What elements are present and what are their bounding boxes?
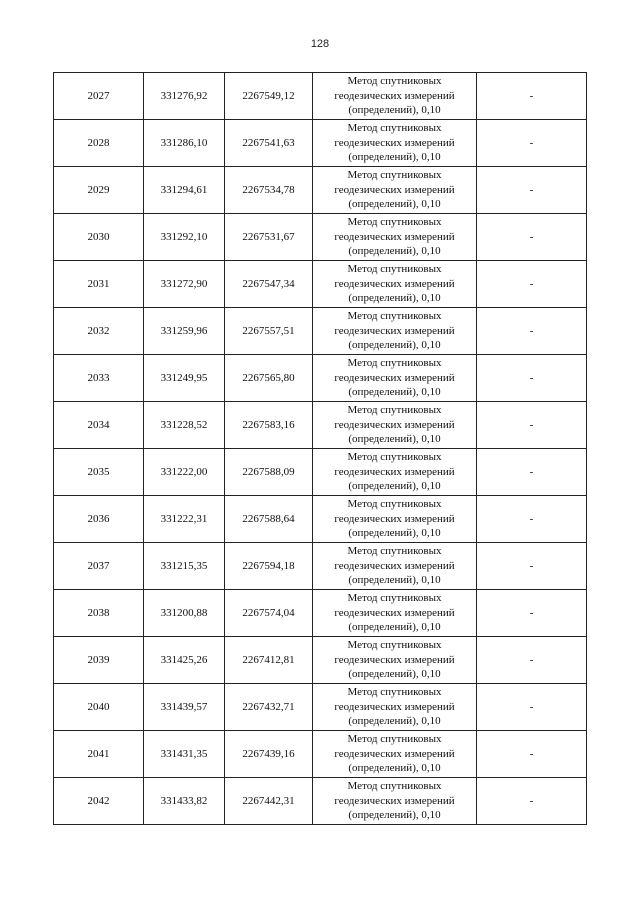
method-line: геодезических измерений <box>334 700 455 713</box>
note-cell: - <box>477 214 587 261</box>
method-line: (определений), 0,10 <box>348 480 441 493</box>
method-cell <box>313 355 477 402</box>
method-line: Метод спутниковых <box>347 592 442 605</box>
method-line: (определений), 0,10 <box>348 668 441 681</box>
x-coordinate-cell: 331425,26 <box>144 637 225 684</box>
point-number-cell: 2030 <box>54 214 144 261</box>
x-coordinate-cell: 331272,90 <box>144 261 225 308</box>
method-line: геодезических измерений <box>334 277 455 290</box>
x-coordinate-cell: 331259,96 <box>144 308 225 355</box>
method-line: Метод спутниковых <box>347 357 442 370</box>
method-line: геодезических измерений <box>334 747 455 760</box>
table-row <box>54 637 587 684</box>
table-body <box>54 73 587 825</box>
y-coordinate-cell: 2267574,04 <box>225 590 313 637</box>
y-coordinate-cell: 2267541,63 <box>225 120 313 167</box>
table-row <box>54 402 587 449</box>
method-line: геодезических измерений <box>334 606 455 619</box>
y-coordinate-cell: 2267432,71 <box>225 684 313 731</box>
note-cell: - <box>477 308 587 355</box>
table-row <box>54 214 587 261</box>
table-row <box>54 261 587 308</box>
method-cell <box>313 120 477 167</box>
method-cell <box>313 449 477 496</box>
method-cell <box>313 214 477 261</box>
note-cell: - <box>477 684 587 731</box>
note-cell: - <box>477 261 587 308</box>
method-line: Метод спутниковых <box>347 122 442 135</box>
method-line: Метод спутниковых <box>347 686 442 699</box>
note-cell: - <box>477 402 587 449</box>
method-cell <box>313 308 477 355</box>
x-coordinate-cell: 331215,35 <box>144 543 225 590</box>
method-cell <box>313 778 477 825</box>
method-cell <box>313 496 477 543</box>
y-coordinate-cell: 2267531,67 <box>225 214 313 261</box>
method-line: Метод спутниковых <box>347 451 442 464</box>
page-number: 128 <box>310 38 330 50</box>
x-coordinate-cell: 331292,10 <box>144 214 225 261</box>
table-row <box>54 167 587 214</box>
note-cell: - <box>477 355 587 402</box>
method-line: геодезических измерений <box>334 559 455 572</box>
method-line: (определений), 0,10 <box>348 292 441 305</box>
table-row <box>54 543 587 590</box>
y-coordinate-cell: 2267547,34 <box>225 261 313 308</box>
table-row <box>54 308 587 355</box>
point-number-cell: 2040 <box>54 684 144 731</box>
method-line: геодезических измерений <box>334 230 455 243</box>
y-coordinate-cell: 2267594,18 <box>225 543 313 590</box>
method-line: (определений), 0,10 <box>348 621 441 634</box>
method-line: (определений), 0,10 <box>348 151 441 164</box>
point-number-cell: 2041 <box>54 731 144 778</box>
point-number-cell: 2027 <box>54 73 144 120</box>
method-line: (определений), 0,10 <box>348 433 441 446</box>
method-cell <box>313 590 477 637</box>
y-coordinate-cell: 2267549,12 <box>225 73 313 120</box>
method-line: Метод спутниковых <box>347 263 442 276</box>
method-line: (определений), 0,10 <box>348 386 441 399</box>
method-line: Метод спутниковых <box>347 404 442 417</box>
point-number-cell: 2038 <box>54 590 144 637</box>
point-number-cell: 2029 <box>54 167 144 214</box>
method-line: геодезических измерений <box>334 136 455 149</box>
table-row <box>54 496 587 543</box>
note-cell: - <box>477 167 587 214</box>
method-line: геодезических измерений <box>334 371 455 384</box>
note-cell: - <box>477 120 587 167</box>
table-row <box>54 73 587 120</box>
x-coordinate-cell: 331294,61 <box>144 167 225 214</box>
y-coordinate-cell: 2267442,31 <box>225 778 313 825</box>
method-cell <box>313 261 477 308</box>
method-line: (определений), 0,10 <box>348 762 441 775</box>
table-row <box>54 449 587 496</box>
note-cell: - <box>477 496 587 543</box>
method-line: (определений), 0,10 <box>348 574 441 587</box>
table-row <box>54 684 587 731</box>
method-line: Метод спутниковых <box>347 310 442 323</box>
method-line: Метод спутниковых <box>347 639 442 652</box>
method-cell <box>313 73 477 120</box>
method-cell <box>313 684 477 731</box>
x-coordinate-cell: 331200,88 <box>144 590 225 637</box>
method-line: (определений), 0,10 <box>348 339 441 352</box>
y-coordinate-cell: 2267588,09 <box>225 449 313 496</box>
method-line: Метод спутниковых <box>347 498 442 511</box>
method-line: Метод спутниковых <box>347 216 442 229</box>
note-cell: - <box>477 731 587 778</box>
x-coordinate-cell: 331276,92 <box>144 73 225 120</box>
method-line: Метод спутниковых <box>347 169 442 182</box>
x-coordinate-cell: 331286,10 <box>144 120 225 167</box>
method-line: Метод спутниковых <box>347 545 442 558</box>
x-coordinate-cell: 331222,00 <box>144 449 225 496</box>
point-number-cell: 2036 <box>54 496 144 543</box>
method-line: Метод спутниковых <box>347 733 442 746</box>
point-number-cell: 2035 <box>54 449 144 496</box>
table-row <box>54 590 587 637</box>
y-coordinate-cell: 2267565,80 <box>225 355 313 402</box>
point-number-cell: 2037 <box>54 543 144 590</box>
method-line: (определений), 0,10 <box>348 527 441 540</box>
x-coordinate-cell: 331439,57 <box>144 684 225 731</box>
point-number-cell: 2032 <box>54 308 144 355</box>
y-coordinate-cell: 2267534,78 <box>225 167 313 214</box>
method-line: геодезических измерений <box>334 324 455 337</box>
point-number-cell: 2042 <box>54 778 144 825</box>
method-line: (определений), 0,10 <box>348 809 441 822</box>
x-coordinate-cell: 331228,52 <box>144 402 225 449</box>
method-line: (определений), 0,10 <box>348 104 441 117</box>
note-cell: - <box>477 73 587 120</box>
method-line: (определений), 0,10 <box>348 198 441 211</box>
table-row <box>54 355 587 402</box>
y-coordinate-cell: 2267412,81 <box>225 637 313 684</box>
x-coordinate-cell: 331222,31 <box>144 496 225 543</box>
method-cell <box>313 543 477 590</box>
coordinates-table <box>53 72 587 825</box>
note-cell: - <box>477 590 587 637</box>
y-coordinate-cell: 2267583,16 <box>225 402 313 449</box>
note-cell: - <box>477 637 587 684</box>
table-row <box>54 778 587 825</box>
x-coordinate-cell: 331431,35 <box>144 731 225 778</box>
point-number-cell: 2028 <box>54 120 144 167</box>
x-coordinate-cell: 331249,95 <box>144 355 225 402</box>
y-coordinate-cell: 2267557,51 <box>225 308 313 355</box>
note-cell: - <box>477 778 587 825</box>
point-number-cell: 2031 <box>54 261 144 308</box>
method-line: (определений), 0,10 <box>348 715 441 728</box>
method-cell <box>313 731 477 778</box>
method-line: геодезических измерений <box>334 465 455 478</box>
x-coordinate-cell: 331433,82 <box>144 778 225 825</box>
method-cell <box>313 402 477 449</box>
method-line: (определений), 0,10 <box>348 245 441 258</box>
method-line: геодезических измерений <box>334 418 455 431</box>
point-number-cell: 2034 <box>54 402 144 449</box>
y-coordinate-cell: 2267439,16 <box>225 731 313 778</box>
table-row <box>54 120 587 167</box>
method-cell <box>313 637 477 684</box>
method-line: геодезических измерений <box>334 183 455 196</box>
method-line: Метод спутниковых <box>347 780 442 793</box>
y-coordinate-cell: 2267588,64 <box>225 496 313 543</box>
method-cell <box>313 167 477 214</box>
method-line: геодезических измерений <box>334 512 455 525</box>
method-line: геодезических измерений <box>334 794 455 807</box>
method-line: геодезических измерений <box>334 89 455 102</box>
point-number-cell: 2039 <box>54 637 144 684</box>
point-number-cell: 2033 <box>54 355 144 402</box>
table-row <box>54 731 587 778</box>
method-line: геодезических измерений <box>334 653 455 666</box>
note-cell: - <box>477 449 587 496</box>
method-line: Метод спутниковых <box>347 75 442 88</box>
note-cell: - <box>477 543 587 590</box>
